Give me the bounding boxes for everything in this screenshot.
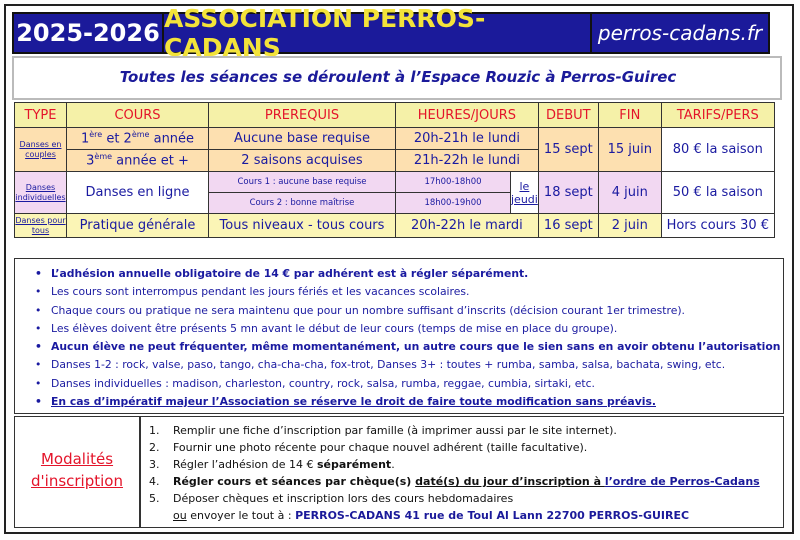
rule-item: • Chaque cours ou pratique ne sera maintenu que pour un nombre suffisant d’inscrits (décision courant 1er trimestre). — [51, 302, 783, 320]
rule-item: • Les cours sont interrompus pendant les jours fériés et les vacances scolaires. — [51, 283, 783, 301]
fin-tous: 2 juin — [598, 214, 661, 238]
heures-indiv-1: 17h00-18h00 — [396, 172, 511, 193]
step-item: 2. Fournir une photo récente pour chaque nouvel adhérent (taille facultative). — [149, 441, 588, 454]
step-item-address: ou envoyer le tout à : PERROS-CADANS 41 rue de Toul Al Lann 22700 PERROS-GUIREC — [173, 509, 690, 522]
type-individuelles: Danses individuelles — [15, 172, 67, 214]
step-item: 1. Remplir une fiche d’inscription par famille (à imprimer aussi par le site internet). — [149, 424, 617, 437]
debut-couples: 15 sept — [538, 128, 598, 172]
step-item: 3. Régler l’adhésion de 14 € séparément. — [149, 458, 395, 471]
cours-couples-1: 1ère et 2ème année — [67, 128, 209, 150]
rule-item: • Les élèves doivent être présents 5 mn avant le début de leur cours (temps de mise en place du groupe). — [51, 320, 783, 338]
heures-couples-2: 21h-22h le lundi — [396, 150, 539, 172]
rules-box — [14, 258, 784, 414]
table-row — [15, 128, 775, 150]
tarif-couples: 80 € la saison — [661, 128, 774, 172]
table-row — [15, 214, 775, 238]
header-banner — [12, 4, 770, 62]
modalites-title-line2: d'inscription — [31, 472, 123, 490]
type-tous: Danses pour tous — [15, 214, 67, 238]
rule-item: • Danses individuelles : madison, charleston, country, rock, salsa, rumba, reggae, cumbia, sirtaki, etc. — [51, 375, 783, 393]
rule-item: • Aucun élève ne peut fréquenter, même momentanément, un autre cours que le sien sans en avoir obtenu l’autorisation — [51, 338, 783, 356]
col-cours: COURS — [67, 103, 209, 128]
table-row — [15, 172, 775, 193]
rule-item: • En cas d’impératif majeur l’Association se réserve le droit de faire toute modification sans préavis. — [51, 393, 783, 411]
prereq-couples-2: 2 saisons acquises — [209, 150, 396, 172]
inscription-steps — [140, 416, 784, 528]
season-years: 2025-2026 — [14, 14, 164, 52]
prereq-tous: Tous niveaux - tous cours — [209, 214, 396, 238]
step-item: 4. Régler cours et séances par chèque(s) daté(s) du jour d’inscription à l’ordre de Perros-Cadans — [149, 475, 760, 488]
website-link[interactable]: perros-cadans.fr — [592, 14, 768, 52]
col-prerequis: PREREQUIS — [209, 103, 396, 128]
cours-couples-2: 3ème année et + — [67, 150, 209, 172]
fin-couples: 15 juin — [598, 128, 661, 172]
prereq-couples-1: Aucune base requise — [209, 128, 396, 150]
step-item: 5. Déposer chèques et inscription lors des cours hebdomadaires — [149, 492, 514, 505]
col-debut: DEBUT — [538, 103, 598, 128]
debut-individuelles: 18 sept — [538, 172, 598, 214]
prereq-indiv-1: Cours 1 : aucune base requise — [209, 172, 396, 193]
table-header-row — [15, 103, 775, 128]
cours-tous: Pratique générale — [67, 214, 209, 238]
heures-couples-1: 20h-21h le lundi — [396, 128, 539, 150]
col-tarifs: TARIFS/PERS — [661, 103, 774, 128]
heures-indiv-2: 18h00-19h00 — [396, 193, 511, 214]
rule-item: • L’adhésion annuelle obligatoire de 14 € par adhérent est à régler séparément. — [51, 265, 783, 283]
modalites-title-line1: Modalités — [40, 450, 114, 468]
heures-tous: 20h-22h le mardi — [396, 214, 539, 238]
tarif-tous: Hors cours 30 € — [661, 214, 774, 238]
col-fin: FIN — [598, 103, 661, 128]
schedule-table — [14, 102, 775, 238]
debut-tous: 16 sept — [538, 214, 598, 238]
col-heures: HEURES/JOURS — [396, 103, 539, 128]
col-type: TYPE — [15, 103, 67, 128]
cours-individuelles: Danses en ligne — [67, 172, 209, 214]
prereq-indiv-2: Cours 2 : bonne maîtrise — [209, 193, 396, 214]
rule-item: • Danses 1-2 : rock, valse, paso, tango, cha-cha-cha, fox-trot, Danses 3+ : toutes + rumba, samba, salsa, bachata, swing, etc. — [51, 356, 783, 374]
association-name: ASSOCIATION PERROS-CADANS — [164, 14, 592, 52]
tarif-individuelles: 50 € la saison — [661, 172, 774, 214]
jour-individuelles: le jeudi — [511, 172, 539, 214]
fin-individuelles: 4 juin — [598, 172, 661, 214]
modalites-title — [22, 448, 132, 492]
location-note: Toutes les séances se déroulent à l’Espace Rouzic à Perros-Guirec — [119, 68, 677, 86]
type-couples: Danses en couples — [15, 128, 67, 172]
